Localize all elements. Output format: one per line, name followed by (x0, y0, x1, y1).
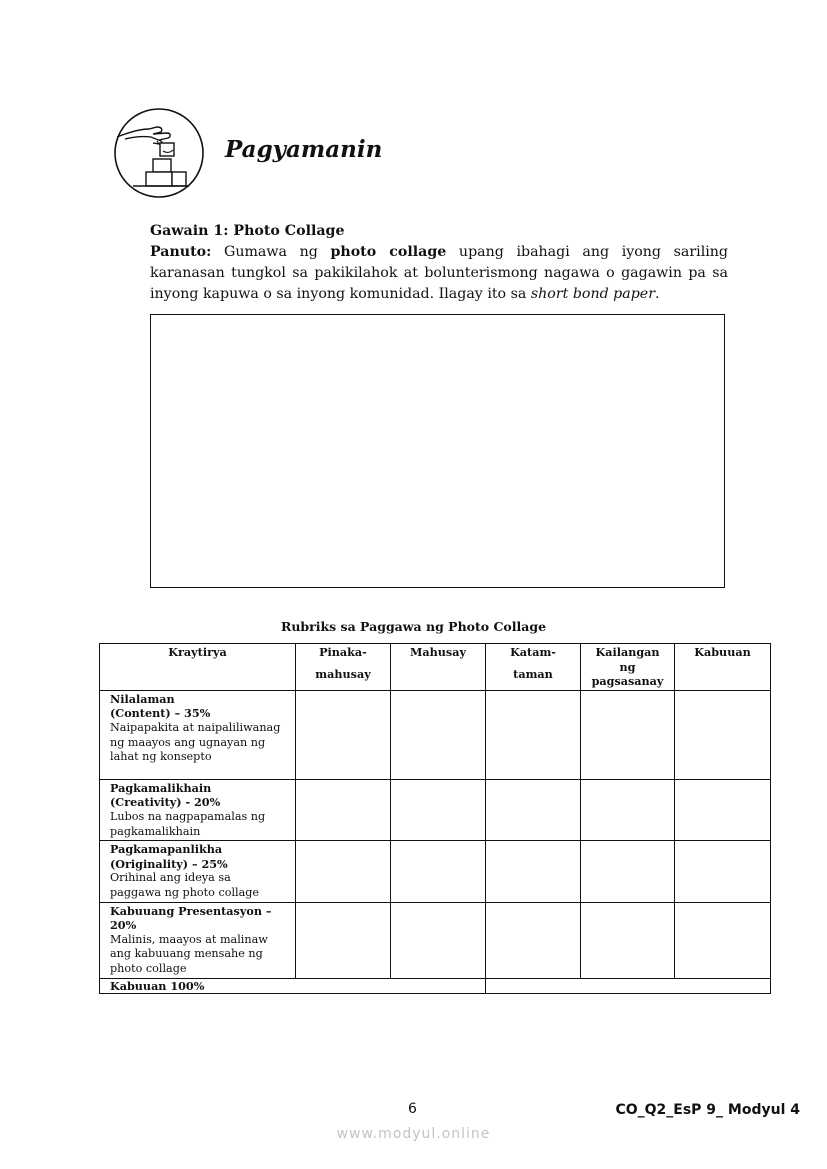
score-cell[interactable] (675, 841, 771, 902)
activity-section (150, 221, 728, 305)
score-cell[interactable] (391, 841, 486, 902)
score-cell[interactable] (486, 902, 581, 978)
watermark: www.modyul.online (336, 1126, 491, 1142)
header-kailangan-ng-pagsasanay: Kailangan ng pagsasanay (581, 644, 675, 691)
score-cell[interactable] (296, 902, 391, 978)
hand-stacking-blocks-icon (113, 107, 205, 199)
table-row (100, 690, 771, 779)
rubric-title: Rubriks sa Paggawa ng Photo Collage (280, 619, 547, 634)
criteria-cell: Pagkamapanlikha (Originality) – 25% Orihinal ang ideya sa paggawa ng photo collage (100, 841, 296, 902)
score-cell[interactable] (581, 779, 675, 840)
instructions-text-2: upang ibahagi ang iyong sariling karanasan tungkol sa pakikilahok at bolunterismong nagawa o gagawin pa sa inyong kapuwa o sa inyong komunidad. Ilagay ito sa (150, 244, 728, 302)
score-cell[interactable] (296, 779, 391, 840)
table-row (100, 841, 771, 902)
score-cell[interactable] (391, 779, 486, 840)
criteria-cell: Nilalaman (Content) – 35% Naipapakita at naipaliliwanag ng maayos ang ugnayan ng lahat ng konsepto (100, 690, 296, 779)
criteria-cell: Kabuuang Presentasyon – 20% Malinis, maayos at malinaw ang kabuuang mensahe ng photo collage (100, 902, 296, 978)
page-number: 6 (408, 1101, 417, 1117)
section-title: Pagyamanin (225, 136, 383, 163)
score-cell[interactable] (486, 690, 581, 779)
score-cell[interactable] (296, 690, 391, 779)
score-cell[interactable] (675, 902, 771, 978)
total-label: Kabuuan 100% (100, 978, 486, 994)
score-cell[interactable] (581, 690, 675, 779)
total-row (100, 978, 771, 994)
score-cell[interactable] (486, 841, 581, 902)
header-kabuuan: Kabuuan (675, 644, 771, 691)
score-cell[interactable] (391, 902, 486, 978)
score-cell[interactable] (296, 841, 391, 902)
activity-instructions (150, 242, 728, 305)
table-row (100, 779, 771, 840)
header-pinakamahusay: Pinaka- mahusay (296, 644, 391, 691)
instructions-bold-term: photo collage (330, 244, 447, 260)
module-code: CO_Q2_EsP 9_ Modyul 4 (615, 1102, 800, 1118)
table-row (100, 902, 771, 978)
total-score-cell[interactable] (486, 978, 771, 994)
score-cell[interactable] (486, 779, 581, 840)
header-katamtaman: Katam- taman (486, 644, 581, 691)
instructions-italic-term: short bond paper (530, 286, 655, 302)
score-cell[interactable] (675, 690, 771, 779)
score-cell[interactable] (581, 902, 675, 978)
criteria-cell: Pagkamalikhain (Creativity) - 20% Lubos na nagpapamalas ng pagkamalikhain (100, 779, 296, 840)
instructions-end: . (654, 286, 660, 302)
score-cell[interactable] (581, 841, 675, 902)
rubric-header-row (100, 644, 771, 691)
instructions-label: Panuto: (150, 244, 212, 260)
score-cell[interactable] (675, 779, 771, 840)
header-mahusay: Mahusay (391, 644, 486, 691)
instructions-text-1: Gumawa ng (211, 244, 331, 260)
rubric-table (99, 643, 771, 994)
score-cell[interactable] (391, 690, 486, 779)
header-criteria: Kraytirya (100, 644, 296, 691)
photo-collage-box[interactable] (150, 314, 725, 588)
activity-heading: Gawain 1: Photo Collage (150, 223, 345, 239)
